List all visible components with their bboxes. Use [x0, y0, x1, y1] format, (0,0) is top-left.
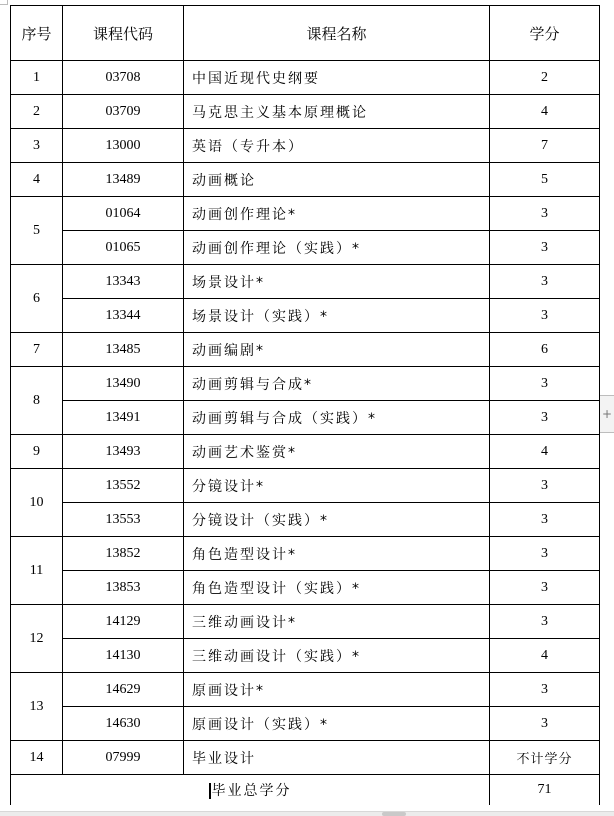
cell-seq[interactable]: 14	[11, 741, 63, 775]
cell-credit[interactable]: 不计学分	[490, 741, 600, 775]
table-row	[11, 95, 600, 129]
cell-credit[interactable]: 3	[490, 469, 600, 503]
cell-seq[interactable]: 5	[11, 197, 63, 265]
cell-name[interactable]: 三维动画设计*	[184, 605, 490, 639]
cell-name[interactable]: 角色造型设计（实践）*	[184, 571, 490, 605]
cell-credit[interactable]: 4	[490, 639, 600, 673]
course-table	[10, 5, 600, 805]
cell-seq[interactable]: 12	[11, 605, 63, 673]
cell-code[interactable]: 13000	[63, 129, 184, 163]
header-credit: 学分	[490, 6, 600, 61]
cell-credit[interactable]: 3	[490, 265, 600, 299]
table-row	[11, 503, 600, 537]
cell-code[interactable]: 01064	[63, 197, 184, 231]
cell-credit[interactable]: 3	[490, 503, 600, 537]
cell-code[interactable]: 13852	[63, 537, 184, 571]
table-row	[11, 401, 600, 435]
cell-seq[interactable]: 3	[11, 129, 63, 163]
scrollbar-thumb[interactable]	[382, 812, 406, 816]
table-row	[11, 741, 600, 775]
cell-code[interactable]: 14629	[63, 673, 184, 707]
table-row	[11, 265, 600, 299]
cell-code[interactable]: 13553	[63, 503, 184, 537]
cell-code[interactable]: 14130	[63, 639, 184, 673]
header-seq: 序号	[11, 6, 63, 61]
cell-code[interactable]: 07999	[63, 741, 184, 775]
table-row	[11, 639, 600, 673]
cell-name[interactable]: 动画剪辑与合成*	[184, 367, 490, 401]
cell-code[interactable]: 13489	[63, 163, 184, 197]
cell-code[interactable]: 03708	[63, 61, 184, 95]
cell-name[interactable]: 动画艺术鉴赏*	[184, 435, 490, 469]
table-row	[11, 333, 600, 367]
table-row	[11, 197, 600, 231]
table-row	[11, 537, 600, 571]
table-row	[11, 299, 600, 333]
text-cursor	[209, 783, 211, 799]
cell-name[interactable]: 分镜设计（实践）*	[184, 503, 490, 537]
cell-code[interactable]: 13853	[63, 571, 184, 605]
cell-code[interactable]: 13485	[63, 333, 184, 367]
cell-credit[interactable]: 3	[490, 299, 600, 333]
cell-seq[interactable]: 1	[11, 61, 63, 95]
cell-seq[interactable]: 4	[11, 163, 63, 197]
cell-credit[interactable]: 3	[490, 367, 600, 401]
table-row	[11, 673, 600, 707]
cell-name[interactable]: 动画创作理论*	[184, 197, 490, 231]
total-credits-label: 毕业总学分	[211, 783, 292, 799]
cell-name[interactable]: 角色造型设计*	[184, 537, 490, 571]
cell-credit[interactable]: 3	[490, 401, 600, 435]
cell-code[interactable]: 13490	[63, 367, 184, 401]
cell-credit[interactable]: 2	[490, 61, 600, 95]
cell-code[interactable]: 14129	[63, 605, 184, 639]
table-row	[11, 367, 600, 401]
table-row	[11, 435, 600, 469]
cell-name[interactable]: 马克思主义基本原理概论	[184, 95, 490, 129]
cell-name[interactable]: 场景设计（实践）*	[184, 299, 490, 333]
cell-code[interactable]: 13343	[63, 265, 184, 299]
cell-seq[interactable]: 11	[11, 537, 63, 605]
header-name: 课程名称	[184, 6, 490, 61]
cell-code[interactable]: 13491	[63, 401, 184, 435]
cell-code[interactable]: 13552	[63, 469, 184, 503]
cell-seq[interactable]: 8	[11, 367, 63, 435]
cell-code[interactable]: 13344	[63, 299, 184, 333]
cell-name[interactable]: 场景设计*	[184, 265, 490, 299]
cell-seq[interactable]: 9	[11, 435, 63, 469]
table-row	[11, 469, 600, 503]
table-row	[11, 707, 600, 741]
cell-credit[interactable]: 6	[490, 333, 600, 367]
table-row	[11, 571, 600, 605]
cell-credit[interactable]: 3	[490, 537, 600, 571]
table-row	[11, 231, 600, 265]
cell-name[interactable]: 英语（专升本）	[184, 129, 490, 163]
total-credits-label-cell[interactable]	[11, 775, 490, 806]
plus-icon: +	[601, 407, 613, 421]
total-row	[11, 775, 600, 806]
cell-credit[interactable]: 7	[490, 129, 600, 163]
horizontal-scrollbar[interactable]	[0, 811, 614, 816]
cell-name[interactable]: 动画编剧*	[184, 333, 490, 367]
cell-code[interactable]: 01065	[63, 231, 184, 265]
table-row	[11, 605, 600, 639]
cell-seq[interactable]: 7	[11, 333, 63, 367]
cell-credit[interactable]: 3	[490, 571, 600, 605]
cell-seq[interactable]: 2	[11, 95, 63, 129]
table-row	[11, 61, 600, 95]
cell-credit[interactable]: 4	[490, 435, 600, 469]
cell-credit[interactable]: 5	[490, 163, 600, 197]
table-row	[11, 129, 600, 163]
cell-credit[interactable]: 3	[490, 673, 600, 707]
cell-credit[interactable]: 3	[490, 231, 600, 265]
cell-credit[interactable]: 3	[490, 707, 600, 741]
cell-code[interactable]: 14630	[63, 707, 184, 741]
table-select-handle[interactable]	[0, 0, 8, 5]
table-header-row	[11, 6, 600, 61]
cell-seq[interactable]: 6	[11, 265, 63, 333]
cell-name[interactable]: 动画创作理论（实践）*	[184, 231, 490, 265]
table-row	[11, 163, 600, 197]
cell-credit[interactable]: 4	[490, 95, 600, 129]
cell-seq[interactable]: 10	[11, 469, 63, 537]
cell-seq[interactable]: 13	[11, 673, 63, 741]
cell-name[interactable]: 分镜设计*	[184, 469, 490, 503]
cell-name[interactable]: 原画设计*	[184, 673, 490, 707]
cell-code[interactable]: 03709	[63, 95, 184, 129]
cell-name[interactable]: 中国近现代史纲要	[184, 61, 490, 95]
cell-name[interactable]: 毕业设计	[184, 741, 490, 775]
add-row-button[interactable]	[600, 395, 614, 433]
cell-name[interactable]: 原画设计（实践）*	[184, 707, 490, 741]
cell-name[interactable]: 动画剪辑与合成（实践）*	[184, 401, 490, 435]
cell-code[interactable]: 13493	[63, 435, 184, 469]
cell-credit[interactable]: 3	[490, 605, 600, 639]
cell-name[interactable]: 动画概论	[184, 163, 490, 197]
header-code: 课程代码	[63, 6, 184, 61]
total-credits-value[interactable]: 71	[490, 775, 600, 806]
cell-credit[interactable]: 3	[490, 197, 600, 231]
cell-name[interactable]: 三维动画设计（实践）*	[184, 639, 490, 673]
